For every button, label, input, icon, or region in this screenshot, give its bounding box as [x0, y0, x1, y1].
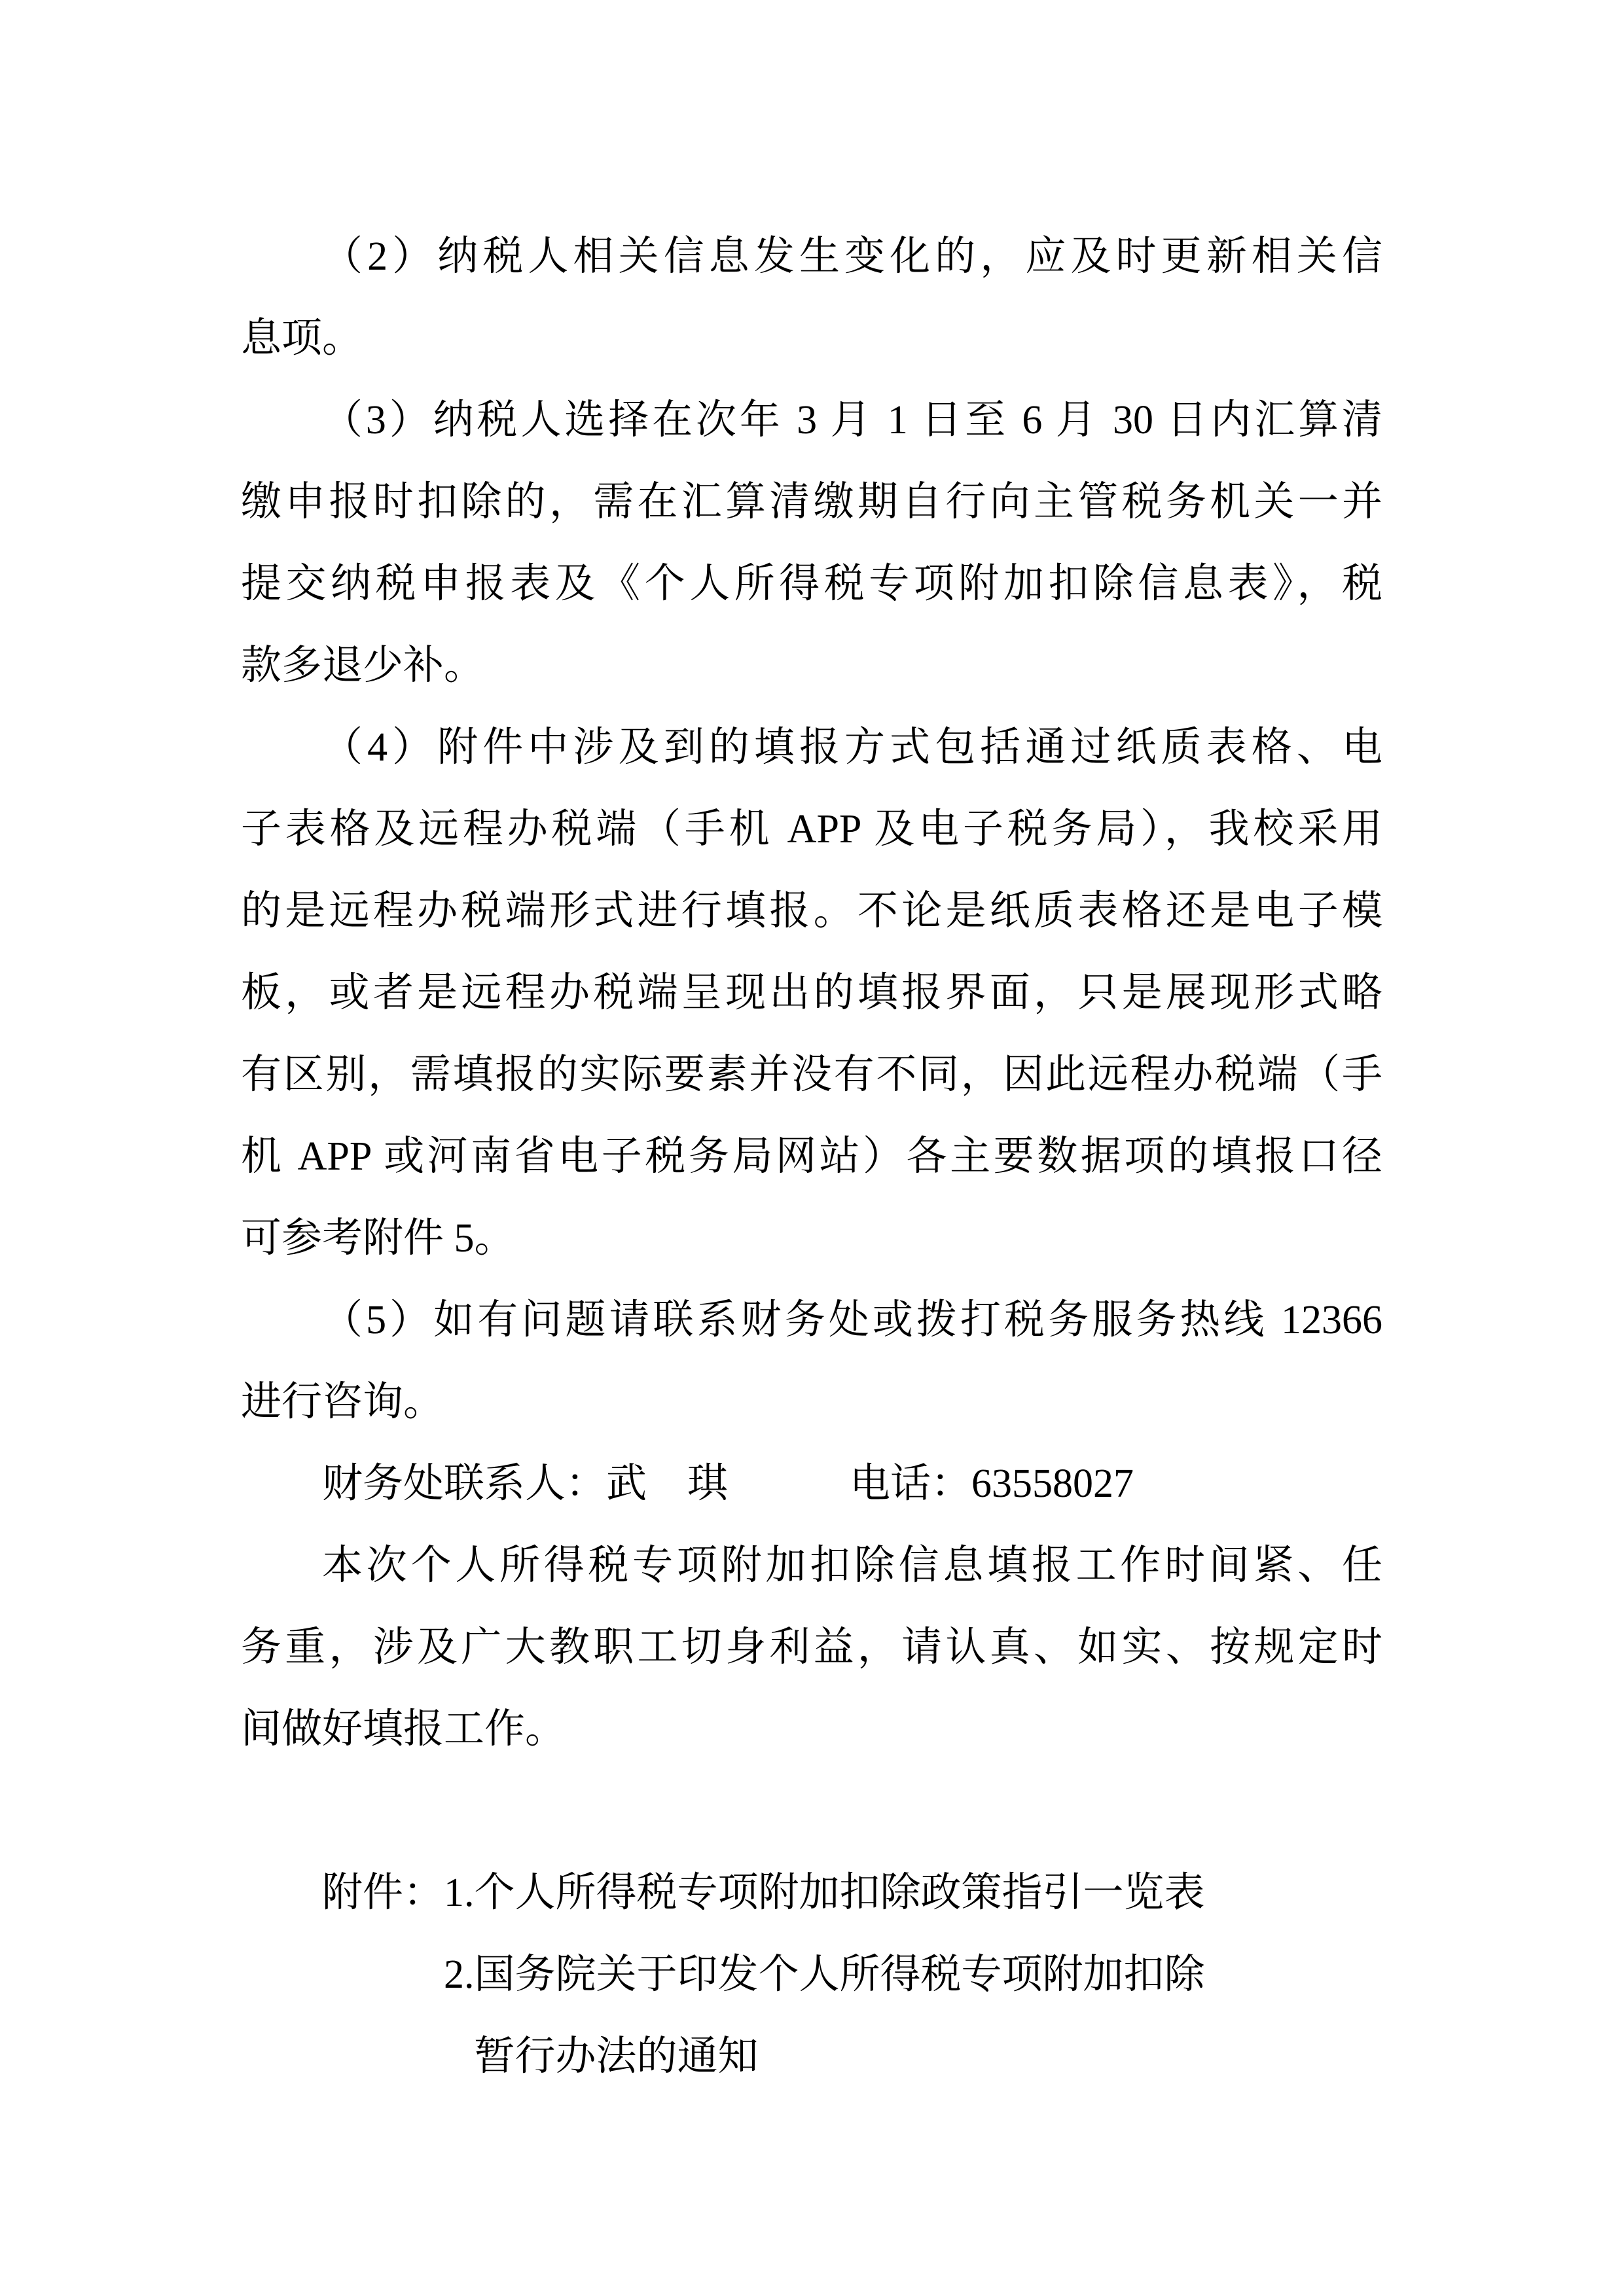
document-line: 息项。: [241, 316, 363, 361]
attachment-item-1: 附件：1.个人所得税专项附加扣除政策指引一览表: [322, 1871, 1205, 1915]
document-line: 缴申报时扣除的，需在汇算清缴期自行向主管税务机关一并: [241, 480, 1382, 524]
document-line: 款多退少补。: [241, 643, 485, 688]
document-line: 的是远程办税端形式进行填报。不论是纸质表格还是电子模: [241, 889, 1382, 933]
paragraph-item-4: [241, 707, 1382, 1280]
paragraph-contact: [241, 1443, 1382, 1525]
attachment-list: [241, 1852, 1382, 2098]
document-line: 进行咨询。: [241, 1380, 444, 1424]
attachment-item-2: 2.国务院关于印发个人所得税专项附加扣除: [444, 1952, 1205, 1997]
document-line: （4）附件中涉及到的填报方式包括通过纸质表格、电: [322, 725, 1382, 770]
document-line: 务重，涉及广大教职工切身利益，请认真、如实、按规定时: [241, 1625, 1382, 1670]
contact-line: 财务处联系人：武 琪 电话：63558027: [322, 1462, 1134, 1506]
attachment-item-2-continued: 暂行办法的通知: [474, 2034, 759, 2079]
paragraph-item-2: [241, 216, 1382, 380]
document-line: 可参考附件 5。: [241, 1216, 515, 1261]
document-line: 子表格及远程办税端（手机 APP 及电子税务局），我校采用: [241, 807, 1382, 852]
document-line: 提交纳税申报表及《个人所得税专项附加扣除信息表》，税: [241, 562, 1382, 606]
document-line: 本次个人所得税专项附加扣除信息填报工作时间紧、任: [322, 1543, 1382, 1588]
document-line: （3）纳税人选择在次年 3 月 1 日至 6 月 30 日内汇算清: [322, 398, 1382, 442]
document-line: 机 APP 或河南省电子税务局网站）各主要数据项的填报口径: [241, 1134, 1382, 1179]
document-line: 有区别，需填报的实际要素并没有不同，因此远程办税端（手: [241, 1052, 1382, 1097]
document-line: 板，或者是远程办税端呈现出的填报界面，只是展现形式略: [241, 971, 1382, 1015]
document-line: 间做好填报工作。: [241, 1707, 566, 1751]
paragraph-closing: [241, 1525, 1382, 1770]
document-line: （5）如有问题请联系财务处或拨打税务服务热线 12366: [322, 1298, 1382, 1342]
paragraph-item-5: [241, 1280, 1382, 1443]
blank-line: [241, 1770, 1382, 1852]
document-line: （2）纳税人相关信息发生变化的，应及时更新相关信: [322, 234, 1382, 279]
document-body: [241, 216, 1382, 2098]
paragraph-item-3: [241, 380, 1382, 707]
